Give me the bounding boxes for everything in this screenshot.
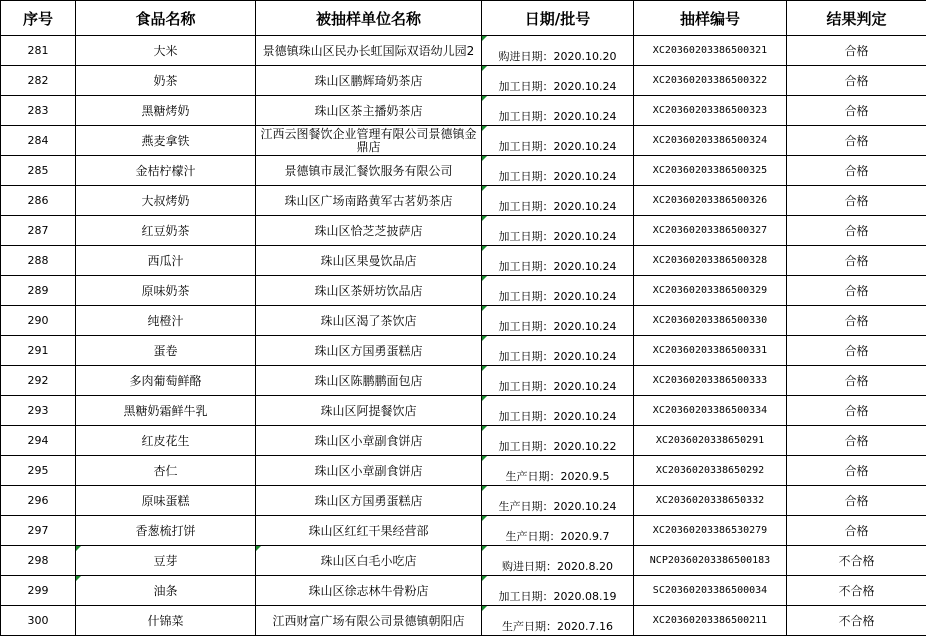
cell-result: 合格: [787, 336, 926, 366]
cell-food-name: 纯橙汁: [76, 306, 256, 336]
cell-index: 297: [1, 516, 76, 546]
cell-date-batch: 购进日期：2020.10.20: [482, 36, 634, 66]
cell-food-name: 原味奶茶: [76, 276, 256, 306]
cell-food-name: 蛋卷: [76, 336, 256, 366]
cell-sampled-unit: 珠山区红红干果经营部: [256, 516, 482, 546]
cell-sample-code: XC20360203386500333: [634, 366, 787, 396]
cell-index: 294: [1, 426, 76, 456]
cell-result: 合格: [787, 366, 926, 396]
cell-result: 合格: [787, 66, 926, 96]
cell-sample-code: XC20360203386500331: [634, 336, 787, 366]
cell-index: 296: [1, 486, 76, 516]
cell-result: 合格: [787, 36, 926, 66]
cell-result: 合格: [787, 156, 926, 186]
cell-result: 合格: [787, 186, 926, 216]
table-row: [1, 216, 926, 246]
cell-sample-code: XC20360203386500326: [634, 186, 787, 216]
table-row: [1, 36, 926, 66]
table-row: [1, 486, 926, 516]
cell-index: 281: [1, 36, 76, 66]
cell-sample-code: XC2036020338650332: [634, 486, 787, 516]
table-row: [1, 396, 926, 426]
cell-sample-code: XC20360203386500324: [634, 126, 787, 156]
table-row: [1, 246, 926, 276]
cell-sampled-unit: 江西财富广场有限公司景德镇朝阳店: [256, 606, 482, 636]
cell-sampled-unit: 景德镇市晟汇餐饮服务有限公司: [256, 156, 482, 186]
cell-result: 合格: [787, 216, 926, 246]
cell-sample-code: XC20360203386500330: [634, 306, 787, 336]
cell-result: 合格: [787, 246, 926, 276]
cell-index: 288: [1, 246, 76, 276]
cell-sampled-unit: 珠山区小章副食饼店: [256, 426, 482, 456]
header-sampled-unit: 被抽样单位名称: [256, 1, 482, 36]
header-result: 结果判定: [787, 1, 926, 36]
cell-result: 合格: [787, 456, 926, 486]
cell-sampled-unit: 珠山区恰芝芝披萨店: [256, 216, 482, 246]
cell-sampled-unit: 珠山区鹏辉琦奶茶店: [256, 66, 482, 96]
table-row: [1, 306, 926, 336]
cell-sample-code: XC2036020338650291: [634, 426, 787, 456]
cell-index: 283: [1, 96, 76, 126]
header-row: [1, 1, 926, 36]
cell-sampled-unit: 景德镇珠山区民办长虹国际双语幼儿园2: [256, 36, 482, 66]
cell-date-batch: 加工日期：2020.10.24: [482, 366, 634, 396]
cell-food-name: 红豆奶茶: [76, 216, 256, 246]
cell-food-name: 豆芽: [76, 546, 256, 576]
cell-index: 284: [1, 126, 76, 156]
header-sample-code: 抽样编号: [634, 1, 787, 36]
cell-index: 295: [1, 456, 76, 486]
table-row: [1, 186, 926, 216]
cell-index: 287: [1, 216, 76, 246]
cell-date-batch: 生产日期：2020.7.16: [482, 606, 634, 636]
cell-sample-code: XC20360203386500329: [634, 276, 787, 306]
cell-index: 300: [1, 606, 76, 636]
cell-food-name: 多肉葡萄鲜酪: [76, 366, 256, 396]
cell-result: 不合格: [787, 546, 926, 576]
cell-index: 298: [1, 546, 76, 576]
cell-index: 285: [1, 156, 76, 186]
cell-food-name: 杏仁: [76, 456, 256, 486]
cell-result: 合格: [787, 306, 926, 336]
cell-result: 合格: [787, 486, 926, 516]
table-row: [1, 96, 926, 126]
cell-date-batch: 加工日期：2020.10.24: [482, 156, 634, 186]
cell-food-name: 金桔柠檬汁: [76, 156, 256, 186]
cell-index: 290: [1, 306, 76, 336]
cell-food-name: 什锦菜: [76, 606, 256, 636]
cell-result: 合格: [787, 396, 926, 426]
cell-sample-code: XC20360203386500321: [634, 36, 787, 66]
cell-index: 299: [1, 576, 76, 606]
cell-index: 292: [1, 366, 76, 396]
cell-date-batch: 生产日期：2020.10.24: [482, 486, 634, 516]
cell-result: 合格: [787, 516, 926, 546]
table-row: [1, 516, 926, 546]
cell-index: 291: [1, 336, 76, 366]
cell-date-batch: 生产日期：2020.9.5: [482, 456, 634, 486]
cell-sampled-unit: 珠山区果曼饮品店: [256, 246, 482, 276]
cell-sample-code: XC20360203386500327: [634, 216, 787, 246]
cell-index: 293: [1, 396, 76, 426]
table-row: [1, 156, 926, 186]
cell-date-batch: 加工日期：2020.10.24: [482, 396, 634, 426]
cell-sampled-unit: 珠山区白毛小吃店: [256, 546, 482, 576]
cell-food-name: 红皮花生: [76, 426, 256, 456]
header-food-name: 食品名称: [76, 1, 256, 36]
cell-date-batch: 加工日期：2020.08.19: [482, 576, 634, 606]
cell-date-batch: 加工日期：2020.10.24: [482, 246, 634, 276]
cell-sampled-unit: 珠山区徐志林牛骨粉店: [256, 576, 482, 606]
cell-date-batch: 加工日期：2020.10.24: [482, 66, 634, 96]
cell-date-batch: 购进日期：2020.8.20: [482, 546, 634, 576]
cell-sample-code: XC20360203386500323: [634, 96, 787, 126]
cell-result: 合格: [787, 276, 926, 306]
cell-sampled-unit: 珠山区茶主播奶茶店: [256, 96, 482, 126]
cell-date-batch: 加工日期：2020.10.24: [482, 216, 634, 246]
cell-result: 不合格: [787, 576, 926, 606]
table-row: [1, 276, 926, 306]
cell-sample-code: XC20360203386500328: [634, 246, 787, 276]
cell-food-name: 香葱梳打饼: [76, 516, 256, 546]
cell-index: 282: [1, 66, 76, 96]
cell-date-batch: 加工日期：2020.10.24: [482, 126, 634, 156]
cell-date-batch: 加工日期：2020.10.22: [482, 426, 634, 456]
table-row: [1, 546, 926, 576]
cell-date-batch: 加工日期：2020.10.24: [482, 306, 634, 336]
table-row: [1, 606, 926, 636]
header-index: 序号: [1, 1, 76, 36]
cell-sample-code: XC20360203386500325: [634, 156, 787, 186]
cell-sample-code: XC20360203386500334: [634, 396, 787, 426]
cell-sample-code: XC20360203386500322: [634, 66, 787, 96]
table-row: [1, 126, 926, 156]
cell-sampled-unit: 珠山区阿提餐饮店: [256, 396, 482, 426]
cell-date-batch: 生产日期：2020.9.7: [482, 516, 634, 546]
cell-food-name: 奶茶: [76, 66, 256, 96]
cell-date-batch: 加工日期：2020.10.24: [482, 336, 634, 366]
cell-sampled-unit: 珠山区小章副食饼店: [256, 456, 482, 486]
table-row: [1, 336, 926, 366]
cell-date-batch: 加工日期：2020.10.24: [482, 96, 634, 126]
cell-sample-code: XC20360203386530279: [634, 516, 787, 546]
table-row: [1, 456, 926, 486]
table-row: [1, 366, 926, 396]
cell-sampled-unit: 珠山区方国勇蛋糕店: [256, 336, 482, 366]
cell-date-batch: 加工日期：2020.10.24: [482, 276, 634, 306]
table-row: [1, 576, 926, 606]
cell-sample-code: SC20360203386500034: [634, 576, 787, 606]
table-row: [1, 426, 926, 456]
cell-food-name: 油条: [76, 576, 256, 606]
cell-sampled-unit: 珠山区茶妍坊饮品店: [256, 276, 482, 306]
cell-food-name: 大米: [76, 36, 256, 66]
cell-food-name: 原味蛋糕: [76, 486, 256, 516]
table-row: [1, 66, 926, 96]
cell-food-name: 西瓜汁: [76, 246, 256, 276]
cell-sample-code: NCP20360203386500183: [634, 546, 787, 576]
cell-result: 不合格: [787, 606, 926, 636]
cell-result: 合格: [787, 96, 926, 126]
cell-index: 289: [1, 276, 76, 306]
cell-result: 合格: [787, 126, 926, 156]
cell-sample-code: XC2036020338650292: [634, 456, 787, 486]
cell-sampled-unit: 珠山区陈鹏鹏面包店: [256, 366, 482, 396]
cell-sampled-unit: 珠山区渴了茶饮店: [256, 306, 482, 336]
cell-result: 合格: [787, 426, 926, 456]
cell-sampled-unit: 江西云图餐饮企业管理有限公司景德镇金鼎店: [256, 126, 482, 156]
cell-sample-code: XC20360203386500211: [634, 606, 787, 636]
cell-date-batch: 加工日期：2020.10.24: [482, 186, 634, 216]
cell-food-name: 燕麦拿铁: [76, 126, 256, 156]
cell-index: 286: [1, 186, 76, 216]
cell-sampled-unit: 珠山区方国勇蛋糕店: [256, 486, 482, 516]
cell-food-name: 黑糖奶霜鲜牛乳: [76, 396, 256, 426]
header-date-batch: 日期/批号: [482, 1, 634, 36]
cell-food-name: 大叔烤奶: [76, 186, 256, 216]
cell-food-name: 黑糖烤奶: [76, 96, 256, 126]
cell-sampled-unit: 珠山区广场南路黄军古茗奶茶店: [256, 186, 482, 216]
